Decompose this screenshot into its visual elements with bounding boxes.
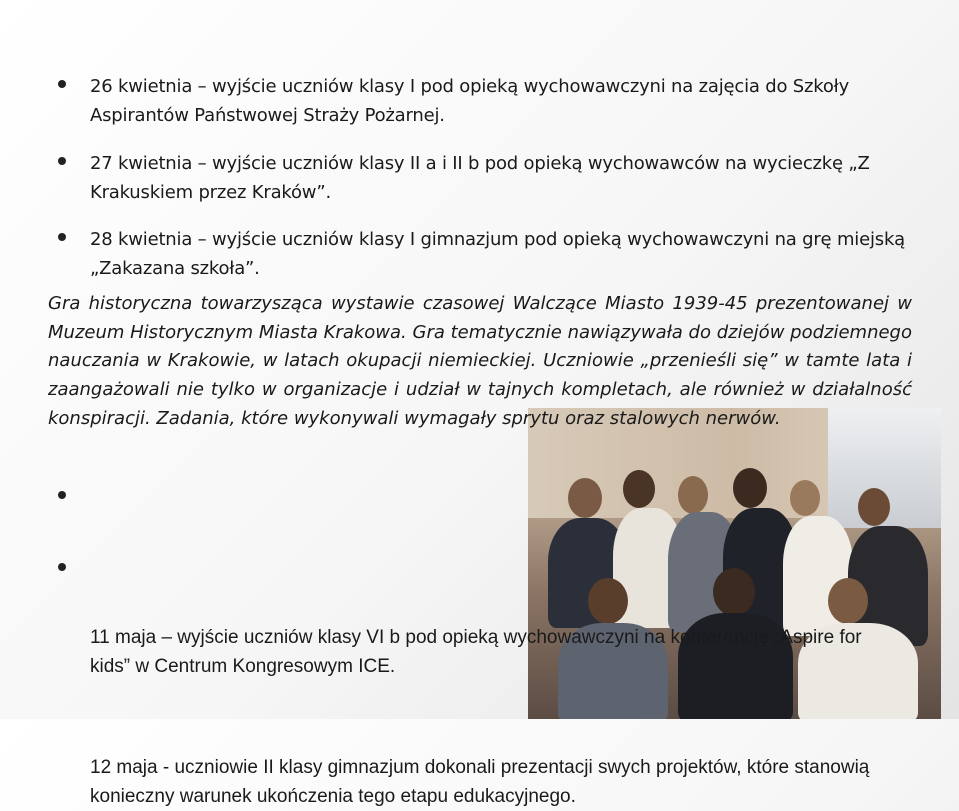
description-paragraph: Gra historyczna towarzysząca wystawie czasowej Walczące Miasto 1939-45 prezentowanej w Muzeum Historycznym Miasta Krakowa. Gra tematycznie nawiązywała do dziejów podziemnego nauczania w Krakowie, w latach okupacji niemieckiej. Uczniowie „przenieśli się” w tamte lata i zaangażowali nie tylko w organizacje i udział w tajnych kompletach, ale również w działalność konspiracji. Zadania, które wykonywali wymagały sprytu oraz stalowych nerwów. <box>48 293 912 429</box>
list-item: 26 kwietnia – wyjście uczniów klasy I pod opieką wychowawczyni na zajęcia do Szkoły Aspirantów Państwowej Straży Pożarnej. <box>90 76 850 126</box>
photo-person <box>623 470 655 508</box>
bullet-icon <box>58 157 66 165</box>
photo-person <box>858 488 890 526</box>
photo-person <box>828 578 868 624</box>
bullet-icon <box>58 563 66 571</box>
photo-person <box>713 568 755 616</box>
bullet-icon <box>58 80 66 88</box>
photo-person <box>568 478 602 518</box>
bullet-icon <box>58 233 66 241</box>
bullet-icon <box>58 491 66 499</box>
photo-person <box>733 468 767 508</box>
list-item: 27 kwietnia – wyjście uczniów klasy II a i II b pod opieką wychowawców na wycieczkę „Z Krakuskiem przez Kraków”. <box>90 153 870 203</box>
list-item: 11 maja – wyjście uczniów klasy VI b pod opieką wychowawczyni na konferencję „Aspire for kids” w Centrum Kongresowym ICE. <box>90 626 862 677</box>
photo-person <box>678 476 708 514</box>
list-item: 28 kwietnia – wyjście uczniów klasy I gimnazjum pod opieką wychowawczyni na grę miejską „Zakazana szkoła”. <box>90 229 905 279</box>
photo-person <box>790 480 820 516</box>
photo-person <box>588 578 628 624</box>
list-item: 12 maja - uczniowie II klasy gimnazjum dokonali prezentacji swych projektów, które stanowią konieczny warunek ukończenia tego etapu edukacyjnego. <box>90 756 870 807</box>
